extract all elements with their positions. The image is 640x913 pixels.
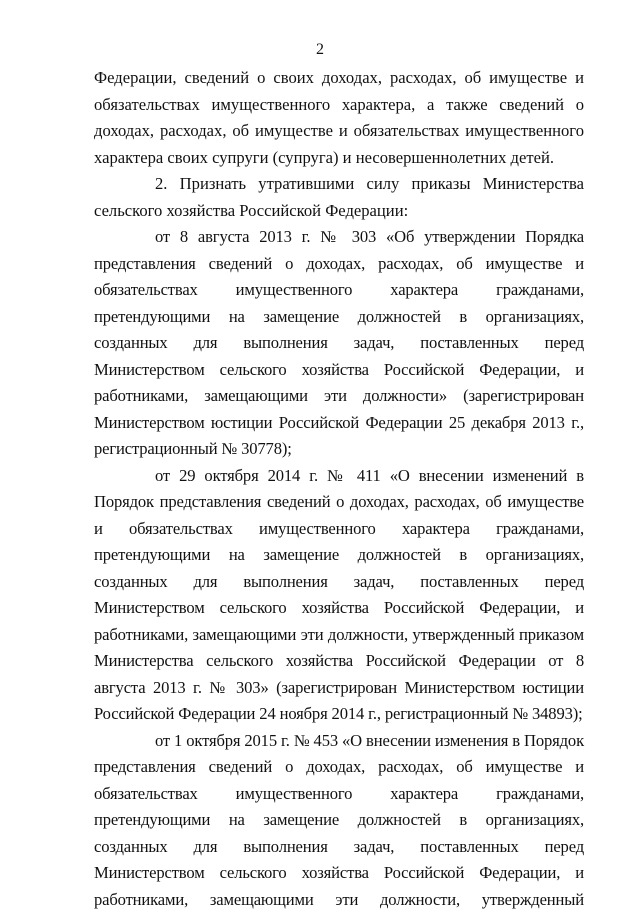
document-body	[94, 65, 584, 913]
paragraph-order-411: от 29 октября 2014 г. № 411 «О внесении изменений в Порядок представления сведений о доходах, расходах, об имуществе и обязательствах имущественного характера гражданами, претендующими на замещение должностей в организациях, созданных для выполнения задач, поставленных перед Министерством сельского хозяйства Российской Федерации, и работниками, замещающими эти должности, утвержденный приказом Министерства сельского хозяйства Российской Федерации от 8 августа 2013 г. № 303» (зарегистрирован Министерством юстиции Российской Федерации 24 ноября 2014 г., регистрационный № 34893);	[94, 463, 584, 728]
paragraph-order-453: от 1 октября 2015 г. № 453 «О внесении изменения в Порядок представления сведений о доходах, расходах, об имуществе и обязательствах имущественного характера гражданами, претендующими на замещение должностей в организациях, созданных для выполнения задач, поставленных перед Министерством сельского хозяйства Российской Федерации, и работниками, замещающими эти должности, утвержденный	[94, 728, 584, 913]
page-number: 2	[0, 40, 640, 60]
paragraph-order-303: от 8 августа 2013 г. № 303 «Об утверждении Порядка представления сведений о доходах, расходах, об имуществе и обязательствах имущественного характера гражданами, претендующими на замещение должностей в организациях, созданных для выполнения задач, поставленных перед Министерством сельского хозяйства Российской Федерации, и работниками, замещающими эти должности» (зарегистрирован Министерством юстиции Российской Федерации 25 декабря 2013 г., регистрационный № 30778);	[94, 224, 584, 463]
paragraph-continuation: Федерации, сведений о своих доходах, расходах, об имуществе и обязательствах имущественного характера, а также сведений о доходах, расходах, об имуществе и обязательствах имущественного характера своих супруги (супруга) и несовершеннолетних детей.	[94, 65, 584, 171]
paragraph-item-2: 2. Признать утратившими силу приказы Министерства сельского хозяйства Российской Федерации:	[94, 171, 584, 224]
